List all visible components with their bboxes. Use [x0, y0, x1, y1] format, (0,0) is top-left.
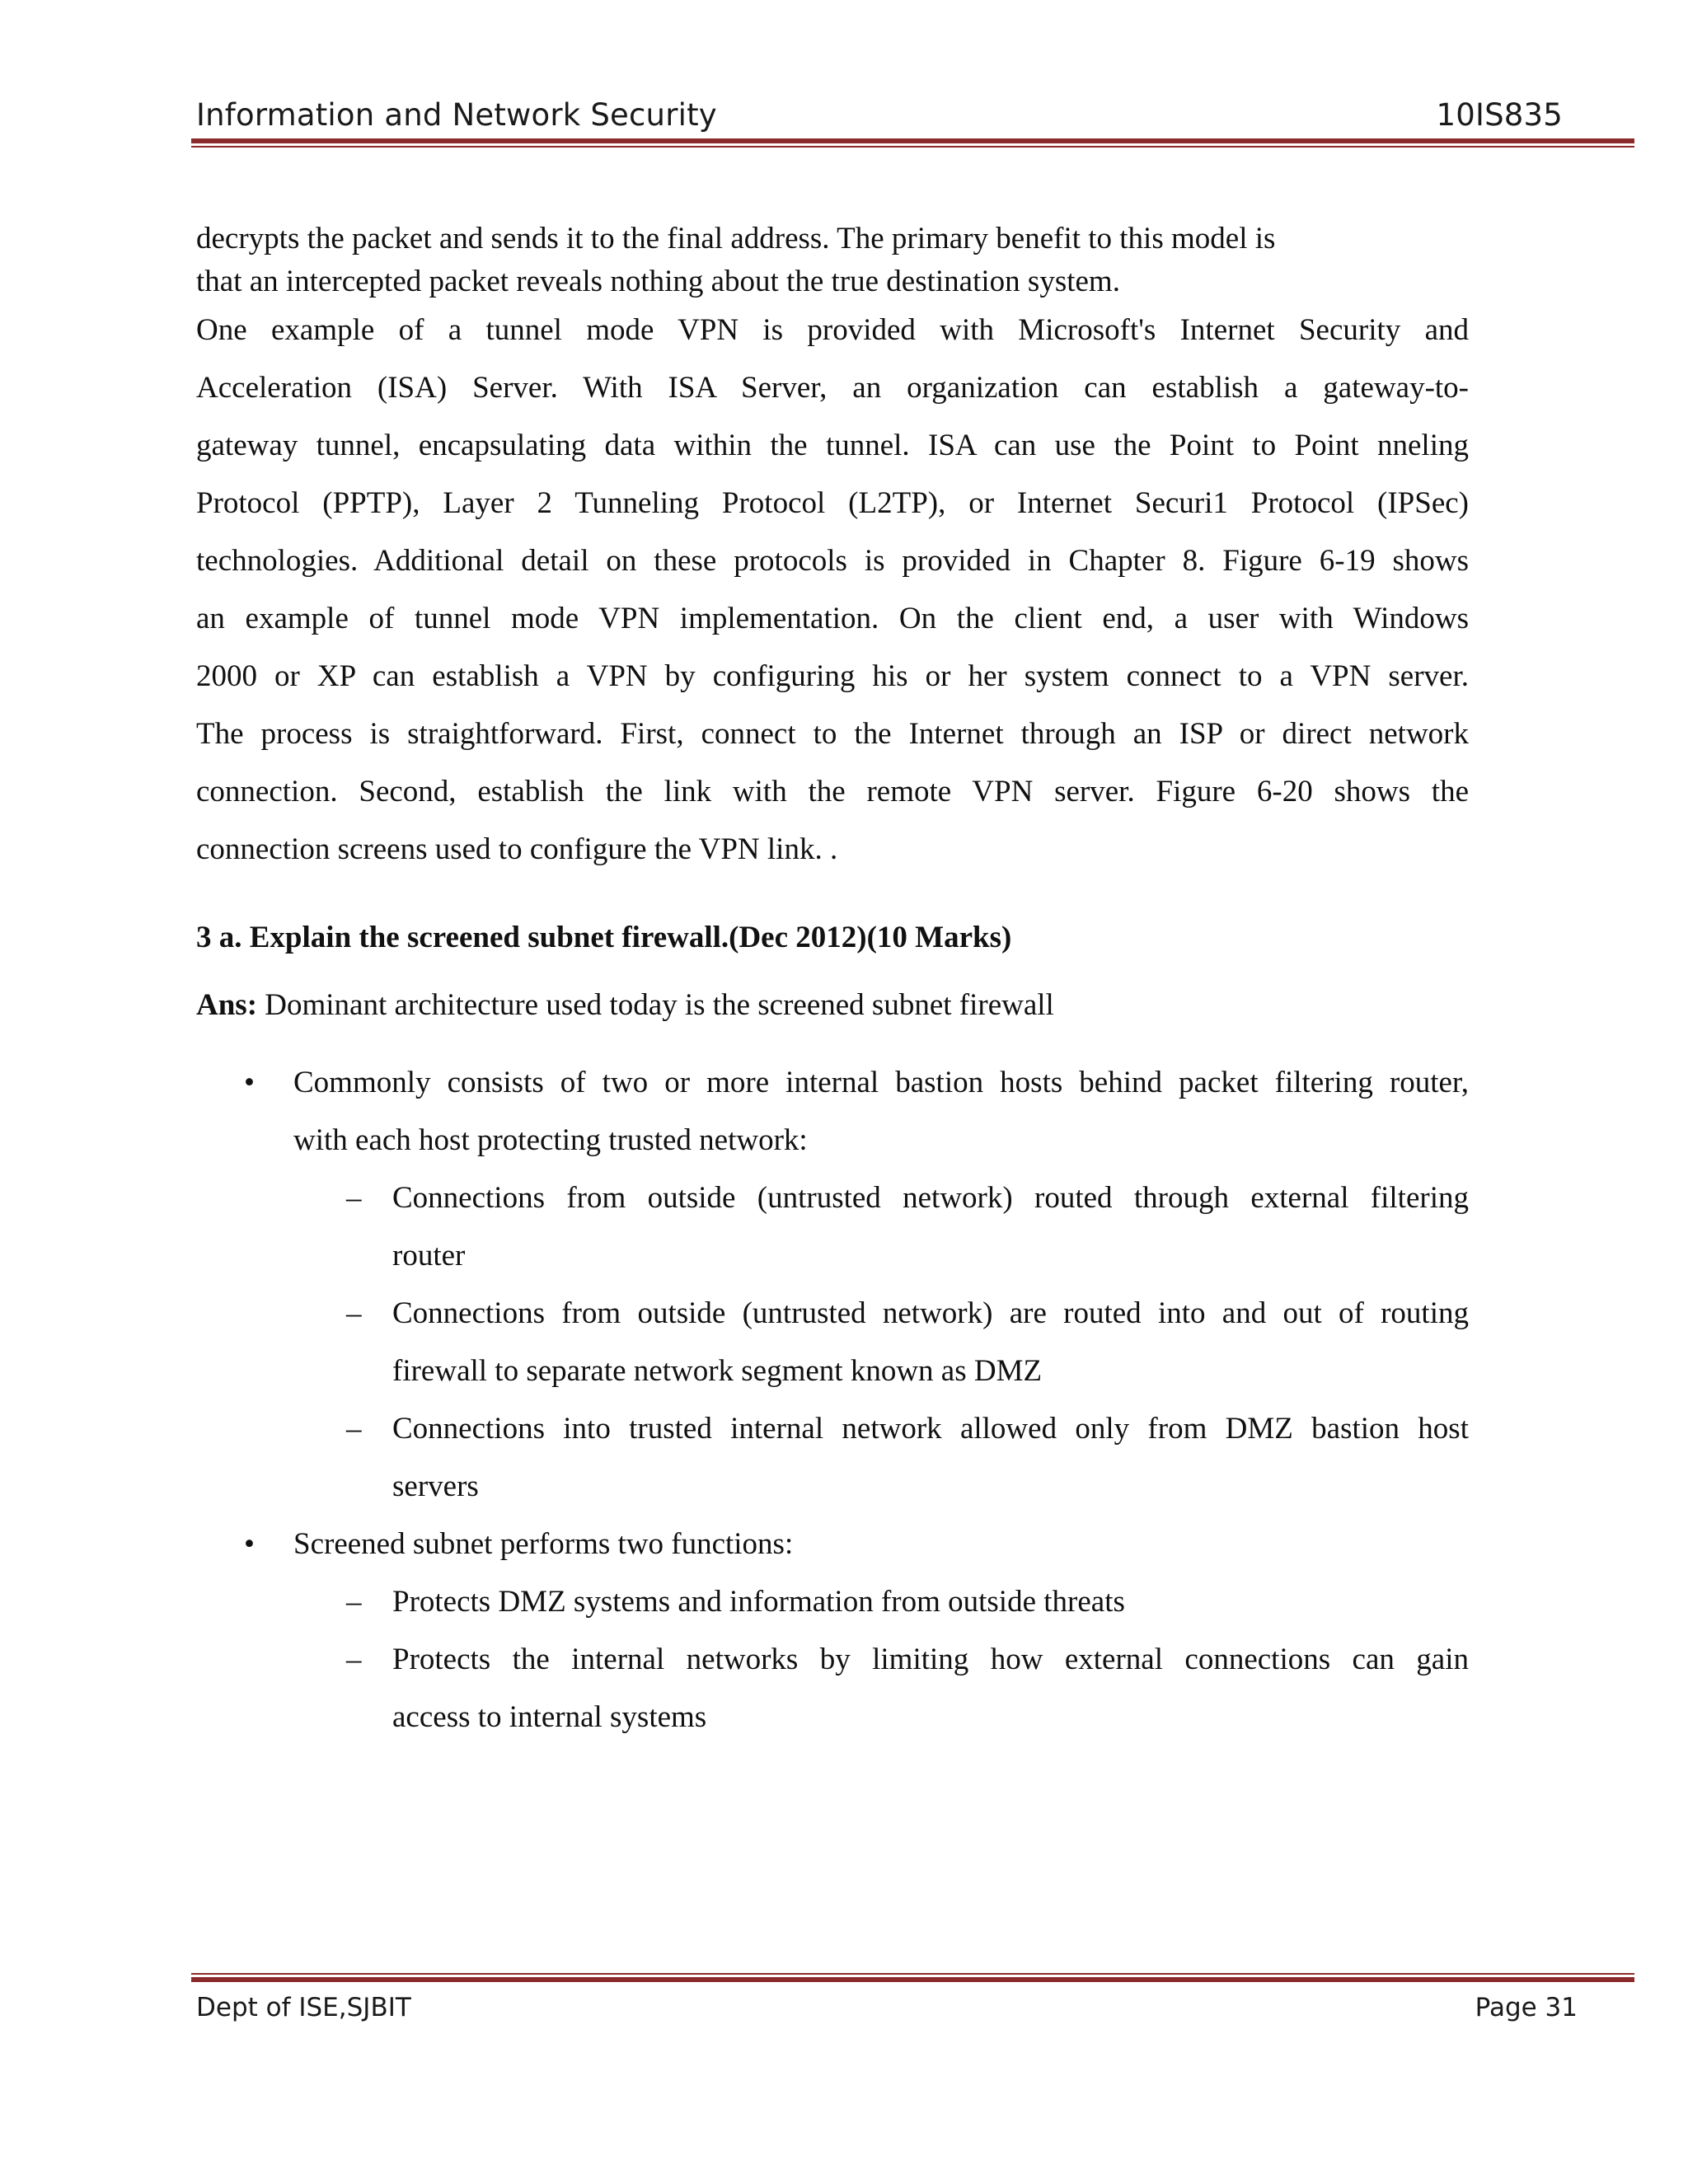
dash-icon: – [346, 1412, 362, 1446]
bullet-icon: • [244, 1527, 255, 1561]
bullet-line: Commonly consists of two or more internal bastion hosts behind packet filtering router, [293, 1066, 1469, 1099]
paragraph-line: an example of tunnel mode VPN implementation. On the client end, a user with Windows [196, 602, 1469, 635]
paragraph-line: Acceleration (ISA) Server. With ISA Server, an organization can establish a gateway-to- [196, 371, 1469, 405]
answer-line [196, 987, 1469, 1024]
sub-bullet-line: Connections into trusted internal network allowed only from DMZ bastion host [392, 1412, 1469, 1446]
paragraph-line: One example of a tunnel mode VPN is provided with Microsoft's Internet Security and [196, 313, 1469, 347]
footer-page-number: Page 31 [1475, 1993, 1578, 2022]
header-rule-thin [191, 146, 1634, 148]
paragraph-line: connection screens used to configure the VPN link. . [196, 832, 838, 866]
header-rule-thick [191, 138, 1634, 143]
header-course-code: 10IS835 [1436, 97, 1563, 133]
bullet-icon: • [244, 1066, 255, 1099]
dash-icon: – [346, 1296, 362, 1330]
sub-bullet-line: firewall to separate network segment known as DMZ [392, 1354, 1043, 1388]
sub-bullet-line: Connections from outside (untrusted network) are routed into and out of routing [392, 1296, 1469, 1330]
answer-text: Dominant architecture used today is the screened subnet firewall [257, 988, 1054, 1022]
footer-rule-thick [191, 1977, 1634, 1982]
sub-bullet-line: access to internal systems [392, 1700, 707, 1734]
footer-department: Dept of ISE,SJBIT [196, 1993, 411, 2022]
sub-bullet-line: Connections from outside (untrusted network) routed through external filtering [392, 1181, 1469, 1215]
paragraph-line: 2000 or XP can establish a VPN by configuring his or her system connect to a VPN server. [196, 659, 1469, 693]
answer-label: Ans: [196, 988, 258, 1022]
body-line: that an intercepted packet reveals nothing about the true destination system. [196, 265, 1120, 298]
header-title: Information and Network Security [196, 97, 717, 133]
dash-icon: – [346, 1585, 362, 1619]
dash-icon: – [346, 1181, 362, 1215]
paragraph-line: technologies. Additional detail on these protocols is provided in Chapter 8. Figure 6-19 shows [196, 544, 1469, 578]
question-heading: 3 a. Explain the screened subnet firewall.(Dec 2012)(10 Marks) [196, 921, 1012, 954]
sub-bullet-line: router [392, 1239, 466, 1272]
paragraph-line: connection. Second, establish the link with the remote VPN server. Figure 6-20 shows the [196, 775, 1469, 808]
sub-bullet-line: servers [392, 1469, 479, 1503]
footer-rule-thin [191, 1973, 1634, 1975]
paragraph-line: The process is straightforward. First, connect to the Internet through an ISP or direct network [196, 717, 1469, 751]
bullet-line: Screened subnet performs two functions: [293, 1527, 794, 1561]
sub-bullet-line: Protects DMZ systems and information from outside threats [392, 1585, 1125, 1619]
dash-icon: – [346, 1643, 362, 1676]
paragraph-line: Protocol (PPTP), Layer 2 Tunneling Protocol (L2TP), or Internet Securi1 Protocol (IPSec) [196, 486, 1469, 520]
bullet-line: with each host protecting trusted network: [293, 1123, 808, 1157]
paragraph-line: gateway tunnel, encapsulating data within the tunnel. ISA can use the Point to Point nneling [196, 429, 1469, 462]
sub-bullet-line: Protects the internal networks by limiting how external connections can gain [392, 1643, 1469, 1676]
body-line: decrypts the packet and sends it to the final address. The primary benefit to this model is [196, 222, 1276, 255]
